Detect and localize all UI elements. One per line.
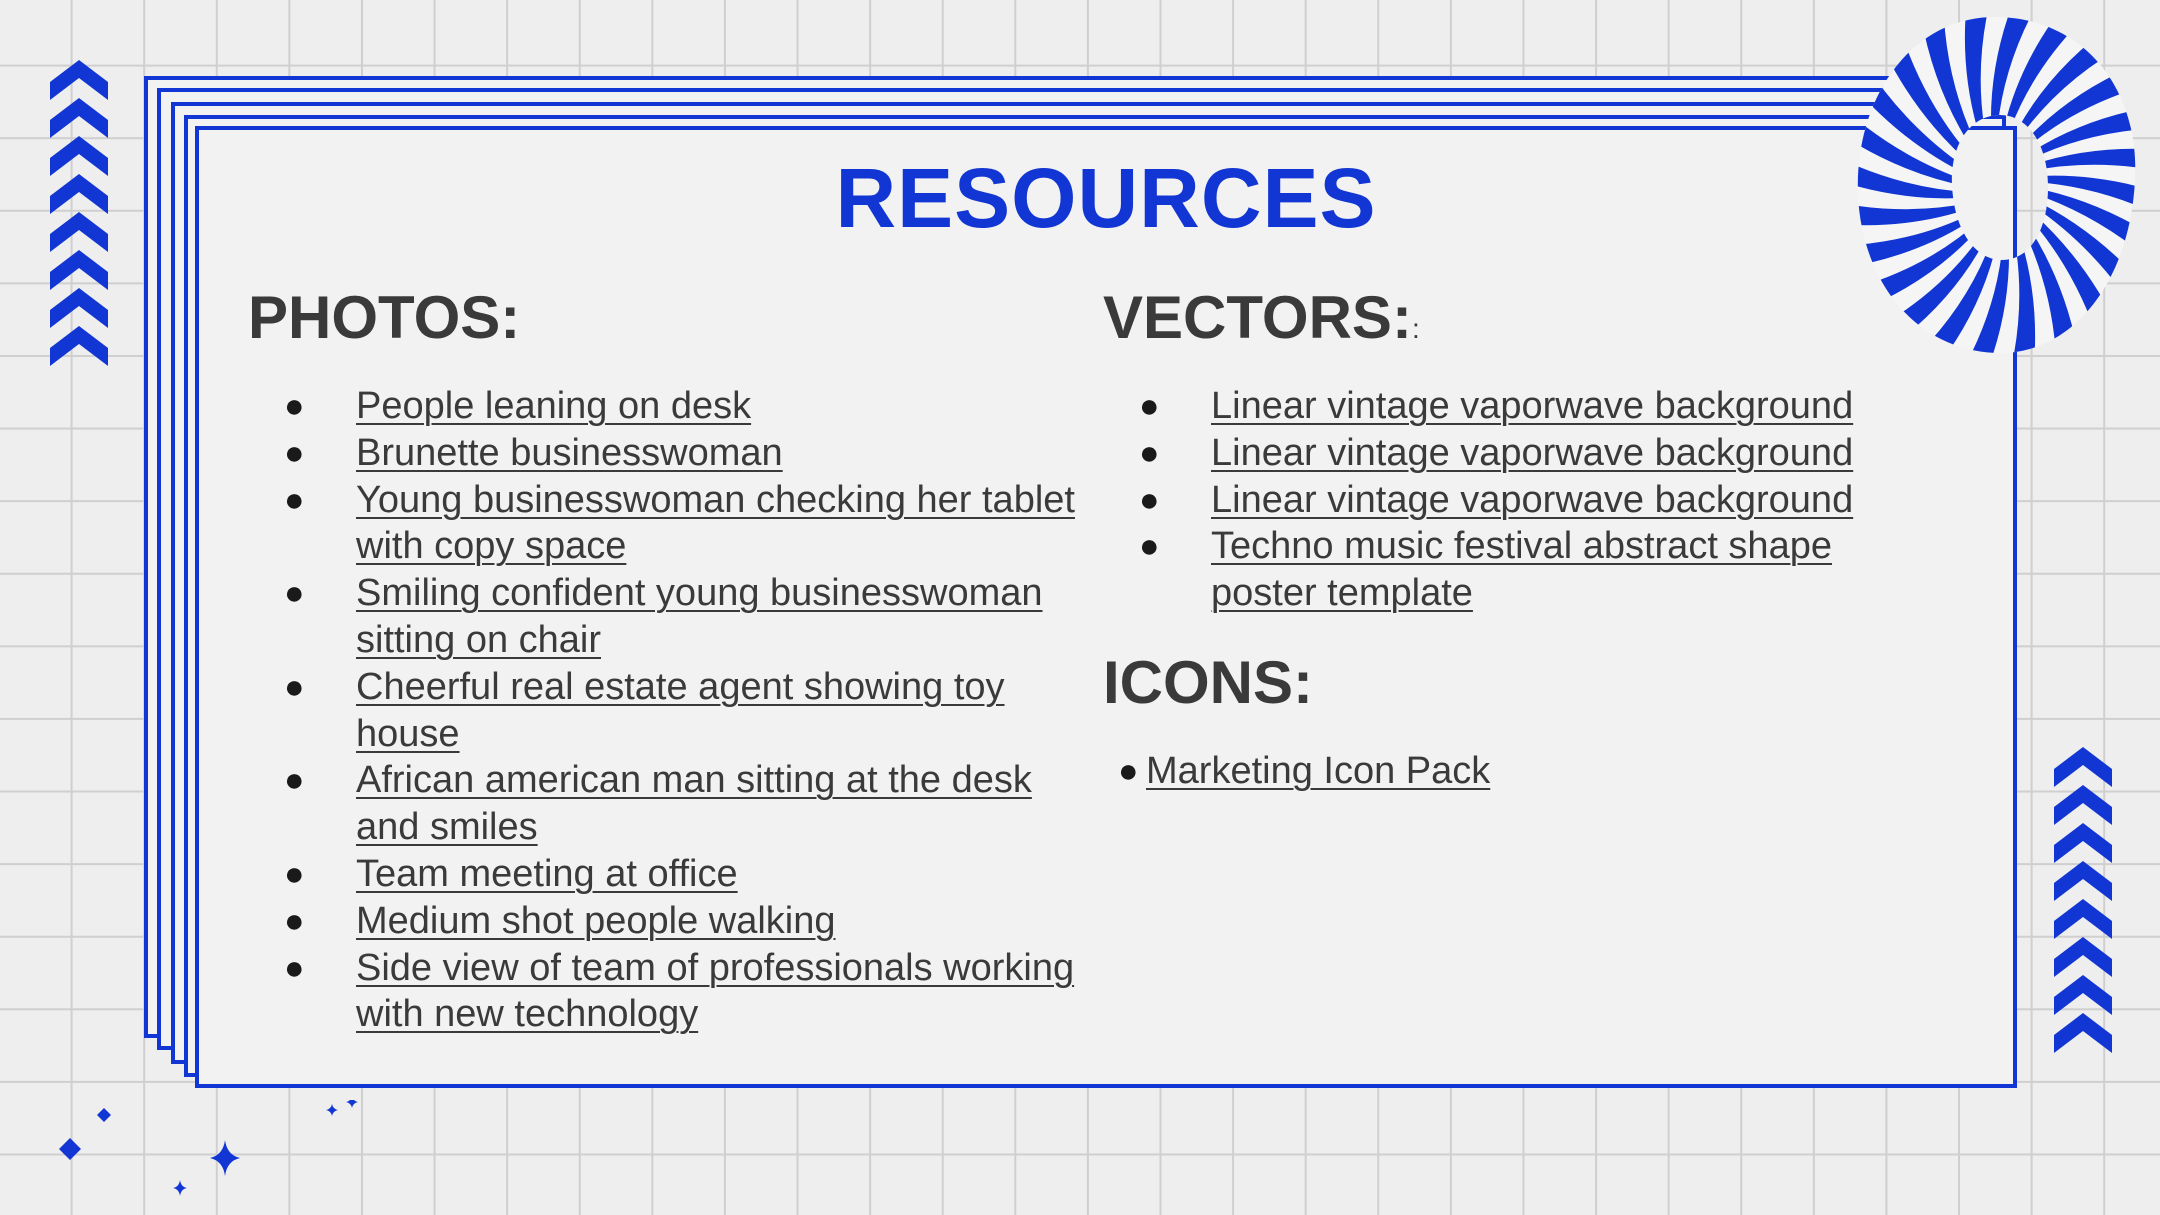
resource-link[interactable]: Smiling confident young businesswoman sitting on chair (356, 572, 1043, 661)
list-item (248, 664, 1078, 758)
bullet-icon: ● (284, 574, 305, 613)
resource-link[interactable]: Team meeting at office (356, 852, 738, 895)
chevron-stack-icon (2054, 747, 2112, 1092)
page-title: RESOURCES (835, 151, 1377, 245)
list-item (248, 757, 1078, 851)
bullet-icon: ● (284, 854, 305, 893)
resource-link[interactable]: Side view of team of professionals working with new technology (356, 946, 1075, 1036)
bullet-icon: ● (284, 761, 305, 800)
sparkle-icon (50, 1100, 370, 1200)
resource-link[interactable]: Brunette businesswoman (356, 431, 783, 474)
resource-link[interactable]: Techno music festival abstract shape poster template (1211, 525, 1832, 615)
list-item (1103, 477, 1943, 524)
bullet-icon: ● (284, 480, 305, 519)
photos-list (248, 383, 1078, 1038)
resource-link[interactable]: People leaning on desk (356, 385, 752, 427)
bullet-icon: ● (284, 433, 305, 472)
bullet-icon: ● (1139, 433, 1160, 472)
list-item (248, 383, 1078, 430)
bullet-icon: ● (1139, 387, 1160, 425)
list-item (1103, 430, 1943, 477)
resource-link[interactable]: Medium shot people walking (356, 899, 836, 942)
bullet-icon: ● (284, 948, 305, 987)
bullet-icon: ● (284, 387, 305, 425)
resource-link[interactable]: Marketing Icon Pack (1146, 750, 1491, 792)
bullet-icon: ● (1139, 527, 1160, 566)
list-item (248, 570, 1078, 664)
icons-list (1110, 748, 1910, 795)
resource-link[interactable]: Linear vintage vaporwave background (1211, 431, 1854, 474)
resource-link[interactable]: Cheerful real estate agent showing toy house (356, 665, 1005, 755)
bullet-icon: ● (1118, 752, 1139, 790)
list-item (248, 430, 1078, 477)
icons-heading: ICONS: (1103, 649, 1313, 716)
list-item (1103, 383, 1943, 430)
list-item (248, 851, 1078, 898)
bullet-icon: ● (284, 901, 305, 940)
list-item (248, 898, 1078, 945)
list-item (248, 945, 1078, 1039)
resource-link[interactable]: Linear vintage vaporwave background (1211, 478, 1854, 521)
bullet-icon: ● (284, 667, 305, 706)
resource-link[interactable]: Linear vintage vaporwave background (1211, 385, 1854, 427)
photos-heading: PHOTOS: (248, 284, 521, 351)
bullet-icon: ● (1139, 480, 1160, 519)
list-item (1110, 748, 1910, 795)
vectors-heading: VECTORS:: (1103, 284, 1420, 351)
resource-link[interactable]: Young businesswoman checking her tablet with copy space (356, 478, 1075, 568)
list-item (248, 477, 1078, 571)
list-item (1103, 523, 1943, 617)
heading-suffix: : (1411, 313, 1420, 344)
chevron-stack-icon (50, 60, 108, 405)
vectors-list (1103, 383, 1943, 617)
resource-link[interactable]: African american man sitting at the desk and smiles (356, 759, 1032, 849)
